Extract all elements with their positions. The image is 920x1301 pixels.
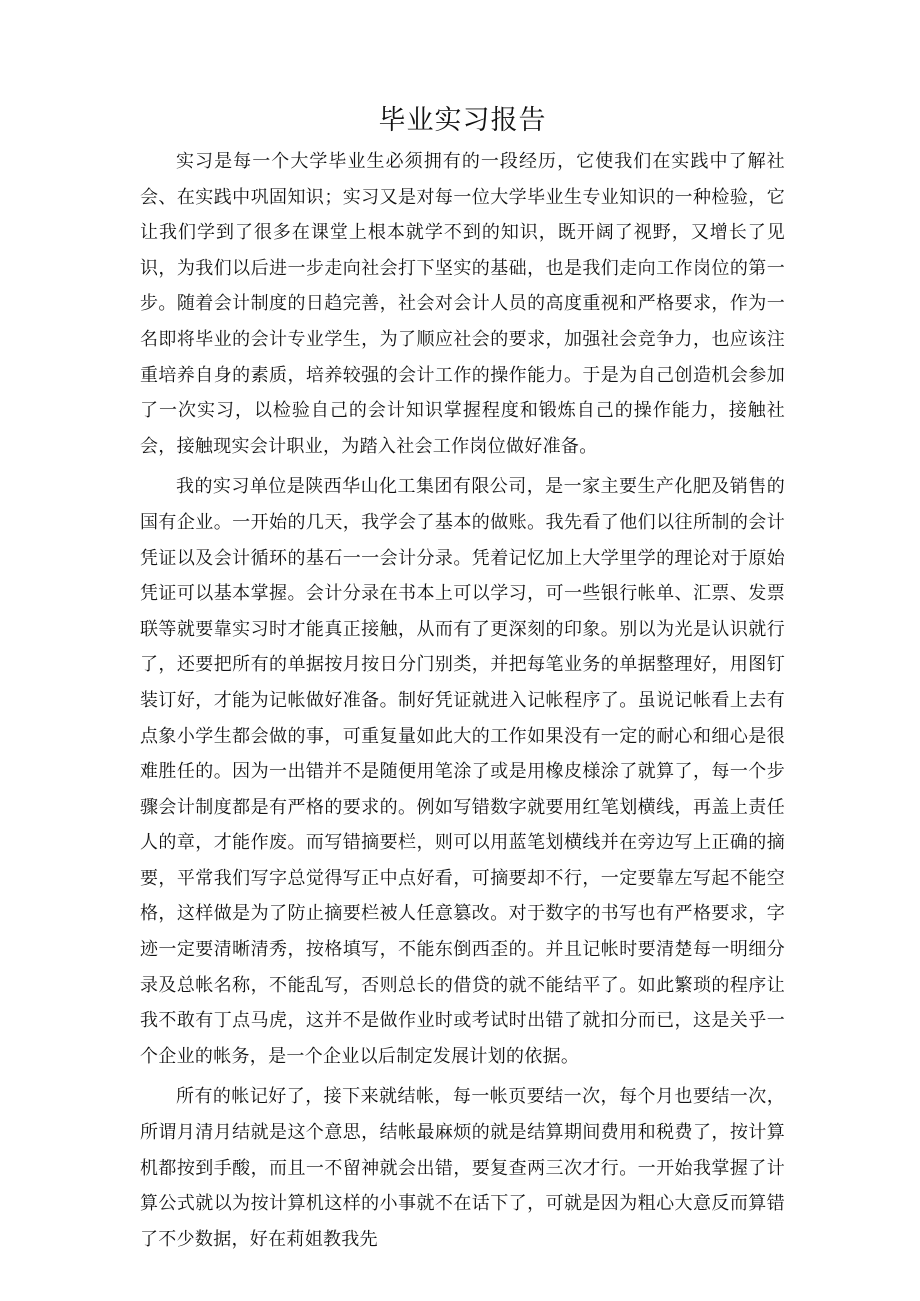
document-page: [140, 102, 785, 1262]
body-paragraph-1: 实习是每一个大学毕业生必须拥有的一段经历，它使我们在实践中了解社会、在实践中巩固知识；实习又是对每一位大学毕业生专业知识的一种检验，它让我们学到了很多在课堂上根本就学不到的知识，既开阔了视野，又增长了见识，为我们以后进一步走向社会打下坚实的基础，也是我们走向工作岗位的第一步。随着会计制度的日趋完善，社会对会计人员的高度重视和严格要求，作为一名即将毕业的会计专业学生，为了顺应社会的要求，加强社会竞争力，也应该注重培养自身的素质，培养较强的会计工作的操作能力。于是为自己创造机会参加了一次实习，以检验自己的会计知识掌握程度和锻炼自己的操作能力，接触社会，接触现实会计职业，为踏入社会工作岗位做好准备。: [140, 151, 785, 457]
document-title: 毕业实习报告: [378, 105, 547, 136]
body-paragraph-2: 我的实习单位是陕西华山化工集团有限公司，是一家主要生产化肥及销售的国有企业。一开始的几天，我学会了基本的做账。我先看了他们以往所制的会计凭证以及会计循环的基石一一会计分录。凭着记忆加上大学里学的理论对于原始凭证可以基本掌握。会计分录在书本上可以学习，可一些银行帐单、汇票、发票联等就要靠实习时才能真正接触，从而有了更深刻的印象。别以为光是认识就行了，还要把所有的单据按月按日分门别类，并把每笔业务的单据整理好，用图钉装订好，才能为记帐做好准备。制好凭证就进入记帐程序了。虽说记帐看上去有点象小学生都会做的事，可重复量如此大的工作如果没有一定的耐心和细心是很难胜任的。因为一出错并不是随便用笔涂了或是用橡皮様涂了就算了，每一个步骤会计制度都是有严格的要求的。例如写错数字就要用红笔划横线，再盖上责任人的章，才能作废。而写错摘要栏，则可以用蓝笔划横线并在旁边写上正确的摘要，平常我们写字总觉得写正中点好看，可摘要却不行，一定要靠左写起不能空格，这样做是为了防止摘要栏被人任意篡改。对于数字的书写也有严格要求，字迹一定要清晰清秀，按格填写，不能东倒西歪的。并且记帐时要清楚每一明细分录及总帐名称，不能乱写，否则总长的借贷的就不能结平了。如此繁琐的程序让我不敢有丁点马虎，这并不是做作业时或考试时出错了就扣分而已，这是关乎一个企业的帐务，是一个企业以后制定发展计划的依据。: [140, 476, 785, 1067]
body-paragraph-3: 所有的帐记好了，接下来就结帐，每一帐页要结一次，每个月也要结一次，所谓月清月结就是这个意思，结帐最麻烦的就是结算期间费用和税费了，按计算机都按到手酸，而且一不留神就会出错，要复查两三次才行。一开始我掌握了计算公式就以为按计算机这样的小事就不在话下了，可就是因为粗心大意反而算错了不少数据，好在莉姐教我先: [140, 1086, 785, 1250]
